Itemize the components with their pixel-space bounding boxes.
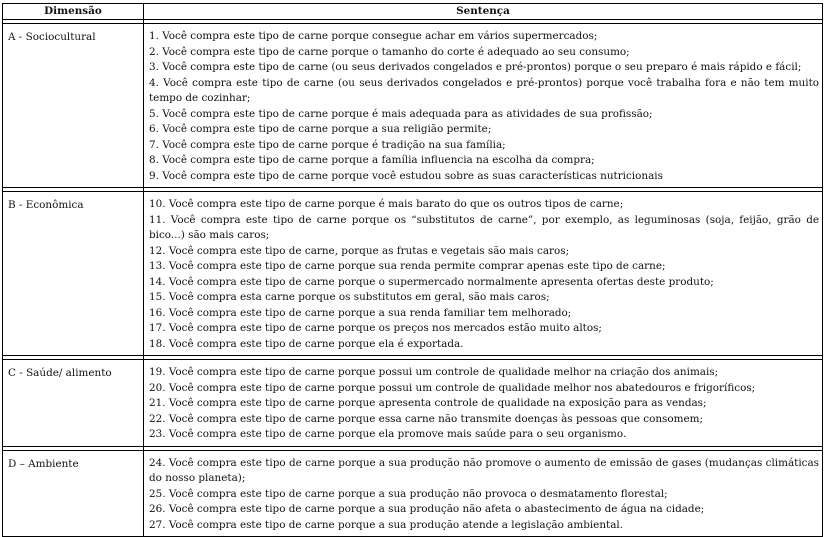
header-sentence: Sentença bbox=[144, 4, 823, 20]
sentence-23: 23. Você compra este tipo de carne porque ela promove mais saúde para o seu organismo. bbox=[149, 428, 627, 440]
sentence-1: 1. Você compra este tipo de carne porque consegue achar em vários supermercados; bbox=[149, 30, 598, 42]
header-dimension: Dimensão bbox=[3, 4, 144, 20]
sentence-cell bbox=[144, 192, 823, 356]
sentence-13: 13. Você compra este tipo de carne porque sua renda permite comprar apenas este tipo de carne; bbox=[149, 260, 666, 272]
sentence-25: 25. Você compra este tipo de carne porque a sua produção não provoca o desmatamento florestal; bbox=[149, 487, 668, 500]
sentence-14: 14. Você compra este tipo de carne porque o supermercado normalmente apresenta ofertas deste produto; bbox=[149, 275, 714, 288]
sentence-4: 4. Você compra este tipo de carne (ou seus derivados congelados e pré-prontos) porque você trabalha fora e não tem muito tempo de cozinhar; bbox=[149, 76, 819, 104]
sentence-7: 7. Você compra este tipo de carne porque é tradição na sua família; bbox=[149, 138, 506, 151]
sentence-cell bbox=[144, 24, 823, 188]
sentence-5: 5. Você compra este tipo de carne porque é mais adequada para as atividades de sua profissão; bbox=[149, 107, 653, 120]
sentence-21: 21. Você compra este tipo de carne porque apresenta controle de qualidade na exposição para as vendas; bbox=[149, 397, 707, 409]
sentence-18: 18. Você compra este tipo de carne porque ela é exportada. bbox=[149, 337, 464, 350]
sentence-3: 3. Você compra este tipo de carne (ou seus derivados congelados e pré-prontos) porque o seu preparo é mais rápido e fácil; bbox=[149, 61, 802, 73]
group-row-a bbox=[3, 24, 823, 188]
dimensions-table bbox=[2, 3, 823, 537]
dimension-cell: C - Saúde/ alimento bbox=[3, 360, 144, 447]
group-row-b bbox=[3, 192, 823, 356]
sentence-9: 9. Você compra este tipo de carne porque você estudou sobre as suas características nutricionais bbox=[149, 169, 663, 182]
sentence-6: 6. Você compra este tipo de carne porque a sua religião permite; bbox=[149, 123, 492, 135]
document bbox=[2, 3, 822, 537]
sentence-cell bbox=[144, 360, 823, 447]
sentence-12: 12. Você compra este tipo de carne, porque as frutas e vegetais são mais caros; bbox=[149, 244, 570, 257]
group-row-c bbox=[3, 360, 823, 447]
sentence-27: 27. Você compra este tipo de carne porque a sua produção atende a legislação ambiental. bbox=[149, 518, 624, 531]
dimension-cell: A - Sociocultural bbox=[3, 24, 144, 188]
sentence-8: 8. Você compra este tipo de carne porque a família influencia na escolha da compra; bbox=[149, 154, 595, 166]
sentence-10: 10. Você compra este tipo de carne porque é mais barato do que os outros tipos de carne; bbox=[149, 198, 624, 210]
header-row bbox=[3, 4, 823, 20]
sentence-11: 11. Você compra este tipo de carne porque os “substitutos de carne”, por exemplo, as leguminosas (soja, feijão, grão de bico...) são mais caros; bbox=[149, 213, 819, 241]
group-row-d bbox=[3, 450, 823, 537]
sentence-15: 15. Você compra esta carne porque os substitutos em geral, são mais caros; bbox=[149, 291, 550, 303]
sentence-17: 17. Você compra este tipo de carne porque os preços nos mercados estão muito altos; bbox=[149, 322, 602, 334]
sentence-26: 26. Você compra este tipo de carne porque a sua produção não afeta o abastecimento de água na cidade; bbox=[149, 503, 705, 515]
sentence-24: 24. Você compra este tipo de carne porque a sua produção não promove o aumento de emissão de gases (mudanças climáticas do nosso planeta); bbox=[149, 456, 819, 484]
sentence-2: 2. Você compra este tipo de carne porque o tamanho do corte é adequado ao seu consumo; bbox=[149, 45, 630, 58]
sentence-22: 22. Você compra este tipo de carne porque essa carne não transmite doenças às pessoas que consomem; bbox=[149, 412, 703, 425]
sentence-20: 20. Você compra este tipo de carne porque possui um controle de qualidade melhor nos abatedouros e frigoríficos; bbox=[149, 381, 756, 394]
dimension-cell: B - Econômica bbox=[3, 192, 144, 356]
sentence-cell bbox=[144, 450, 823, 537]
sentence-19: 19. Você compra este tipo de carne porque possui um controle de qualidade melhor na criação dos animais; bbox=[149, 366, 719, 378]
dimension-cell: D – Ambiente bbox=[3, 450, 144, 537]
sentence-16: 16. Você compra este tipo de carne porque a sua renda familiar tem melhorado; bbox=[149, 306, 572, 319]
